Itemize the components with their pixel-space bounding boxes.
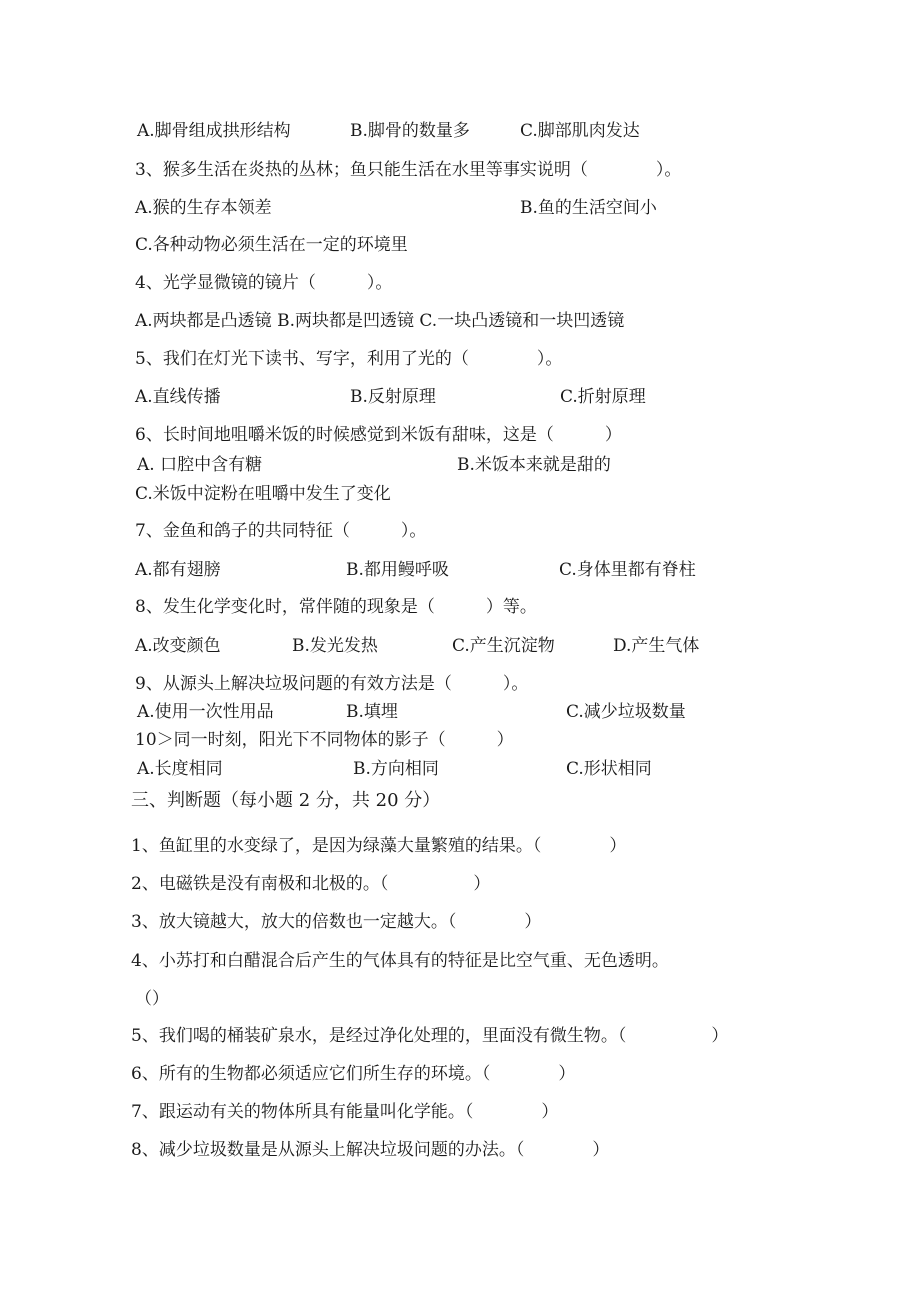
q6-option-c: C.米饭中淀粉在咀嚼中发生了变化 [135,484,391,504]
judge-item-4-blank: （） [135,989,169,1009]
judge-item-6: 6、所有的生物都必须适应它们所生存的环境。（ ） [131,1064,576,1084]
judge-item-7: 7、跟运动有关的物体所具有能量叫化学能。（ ） [131,1102,559,1122]
q2-option-c: C.脚部肌肉发达 [520,121,640,141]
q6-option-b: B.米饭本来就是甜的 [457,455,611,475]
q8-stem: 8、发生化学变化时，常伴随的现象是（ ）等。 [135,597,537,617]
q10-option-b: B.方向相同 [353,759,439,779]
q10-option-a: A.长度相同 [137,759,223,779]
q5-option-c: C.折射原理 [560,387,646,407]
q9-option-a: A.使用一次性用品 [137,702,274,722]
q5-stem: 5、我们在灯光下读书、写字，利用了光的（ ）。 [135,349,563,369]
q2-option-a: A.脚骨组成拱形结构 [137,121,291,141]
judge-item-8: 8、减少垃圾数量是从源头上解决垃圾问题的办法。（ ） [131,1140,610,1160]
q9-stem: 9、从源头上解决垃圾问题的有效方法是（ ）。 [135,674,529,694]
judge-item-3: 3、放大镜越大，放大的倍数也一定越大。（ ） [131,912,542,932]
q3-option-a: A.猴的生存本领差 [135,198,272,218]
q7-option-b: B.都用鳗呼吸 [346,560,449,580]
q4-stem: 4、光学显微镜的镜片（ ）。 [135,273,393,293]
judge-item-2: 2、电磁铁是没有南极和北极的。（ ） [131,874,491,894]
q8-option-b: B.发光发热 [292,636,378,656]
q8-option-d: D.产生气体 [613,636,700,656]
q7-option-a: A.都有翅膀 [135,560,221,580]
q9-option-c: C.减少垃圾数量 [566,702,686,722]
judge-item-5: 5、我们喝的桶装矿泉水，是经过净化处理的，里面没有微生物。（ ） [131,1026,729,1046]
q7-stem: 7、金鱼和鸽子的共同特征（ ）。 [135,521,427,541]
section-title-judgment: 三、判断题（每小题 2 分，共 20 分） [131,790,441,811]
q10-stem: 10＞同一时刻，阳光下不同物体的影子（ ） [135,730,514,750]
q8-option-c: C.产生沉淀物 [452,636,555,656]
q3-option-c: C.各种动物必须生活在一定的环境里 [135,235,408,255]
judge-item-4: 4、小苏打和白醋混合后产生的气体具有的特征是比空气重、无色透明。 [131,951,669,971]
q4-options: A.两块都是凸透镜 B.两块都是凹透镜 C.一块凸透镜和一块凹透镜 [135,311,625,331]
q5-option-a: A.直线传播 [135,387,221,407]
judge-item-1: 1、鱼缸里的水变绿了，是因为绿藻大量繁殖的结果。（ ） [131,836,627,856]
q6-stem: 6、长时间地咀嚼米饭的时候感觉到米饭有甜味，这是（ ） [135,425,622,445]
q2-option-b: B.脚骨的数量多 [350,121,470,141]
q8-option-a: A.改变颜色 [135,636,221,656]
q6-option-a: A. 口腔中含有糖 [137,455,263,475]
q7-option-c: C.身体里都有脊柱 [559,560,696,580]
q9-option-b: B.填埋 [346,702,398,722]
q10-option-c: C.形状相同 [566,759,652,779]
q3-option-b: B.鱼的生活空间小 [520,198,657,218]
q5-option-b: B.反射原理 [350,387,436,407]
q3-stem: 3、猴多生活在炎热的丛林；鱼只能生活在水里等事实说明（ ）。 [135,160,682,180]
